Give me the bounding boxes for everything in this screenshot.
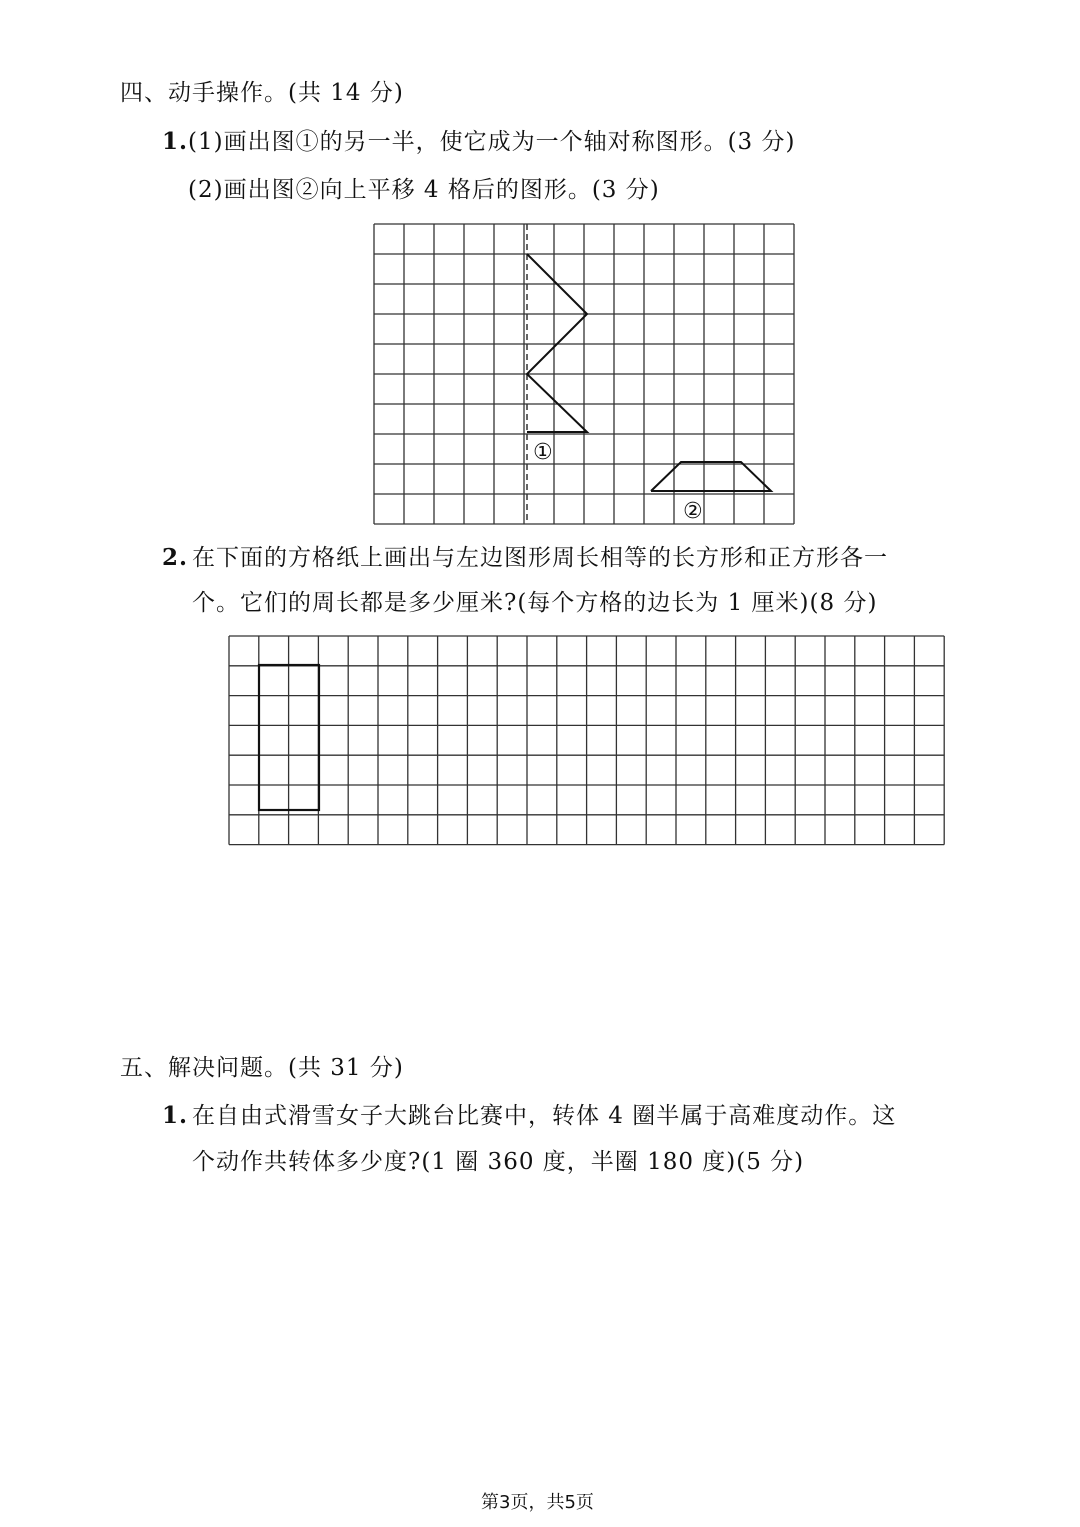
page-footer: 第3页，共5页 bbox=[481, 1492, 594, 1513]
q2-line1: 在下面的方格纸上画出与左边图形周长相等的长方形和正方形各一 bbox=[192, 545, 888, 571]
figure-1-label: ① bbox=[533, 440, 553, 465]
given-rectangle bbox=[259, 665, 319, 810]
grid-2-lines bbox=[229, 636, 944, 845]
grid-1-lines bbox=[374, 224, 794, 524]
s5-q1-number: 1. bbox=[162, 1102, 189, 1129]
s5-q1-line2: 个动作共转体多少度?(1 圈 360 度，半圈 180 度)(5 分) bbox=[192, 1149, 805, 1175]
q2-number: 2. bbox=[162, 544, 189, 571]
s5-q1-line1: 在自由式滑雪女子大跳台比赛中，转体 4 圈半属于高难度动作。这 bbox=[192, 1103, 897, 1129]
figure-1 bbox=[527, 254, 587, 432]
q1-part2: (2)画出图②向上平移 4 格后的图形。(3 分) bbox=[188, 177, 660, 203]
q1-number: 1. bbox=[162, 128, 189, 155]
q1-part1: (1)画出图①的另一半，使它成为一个轴对称图形。(3 分) bbox=[188, 129, 796, 155]
figure-2 bbox=[651, 462, 771, 491]
q2-line2: 个。它们的周长都是多少厘米?(每个方格的边长为 1 厘米)(8 分) bbox=[192, 590, 878, 616]
section4-heading: 四、动手操作。(共 14 分) bbox=[120, 80, 404, 106]
figure-2-label: ② bbox=[683, 499, 703, 524]
section5-heading: 五、解决问题。(共 31 分) bbox=[120, 1055, 404, 1081]
